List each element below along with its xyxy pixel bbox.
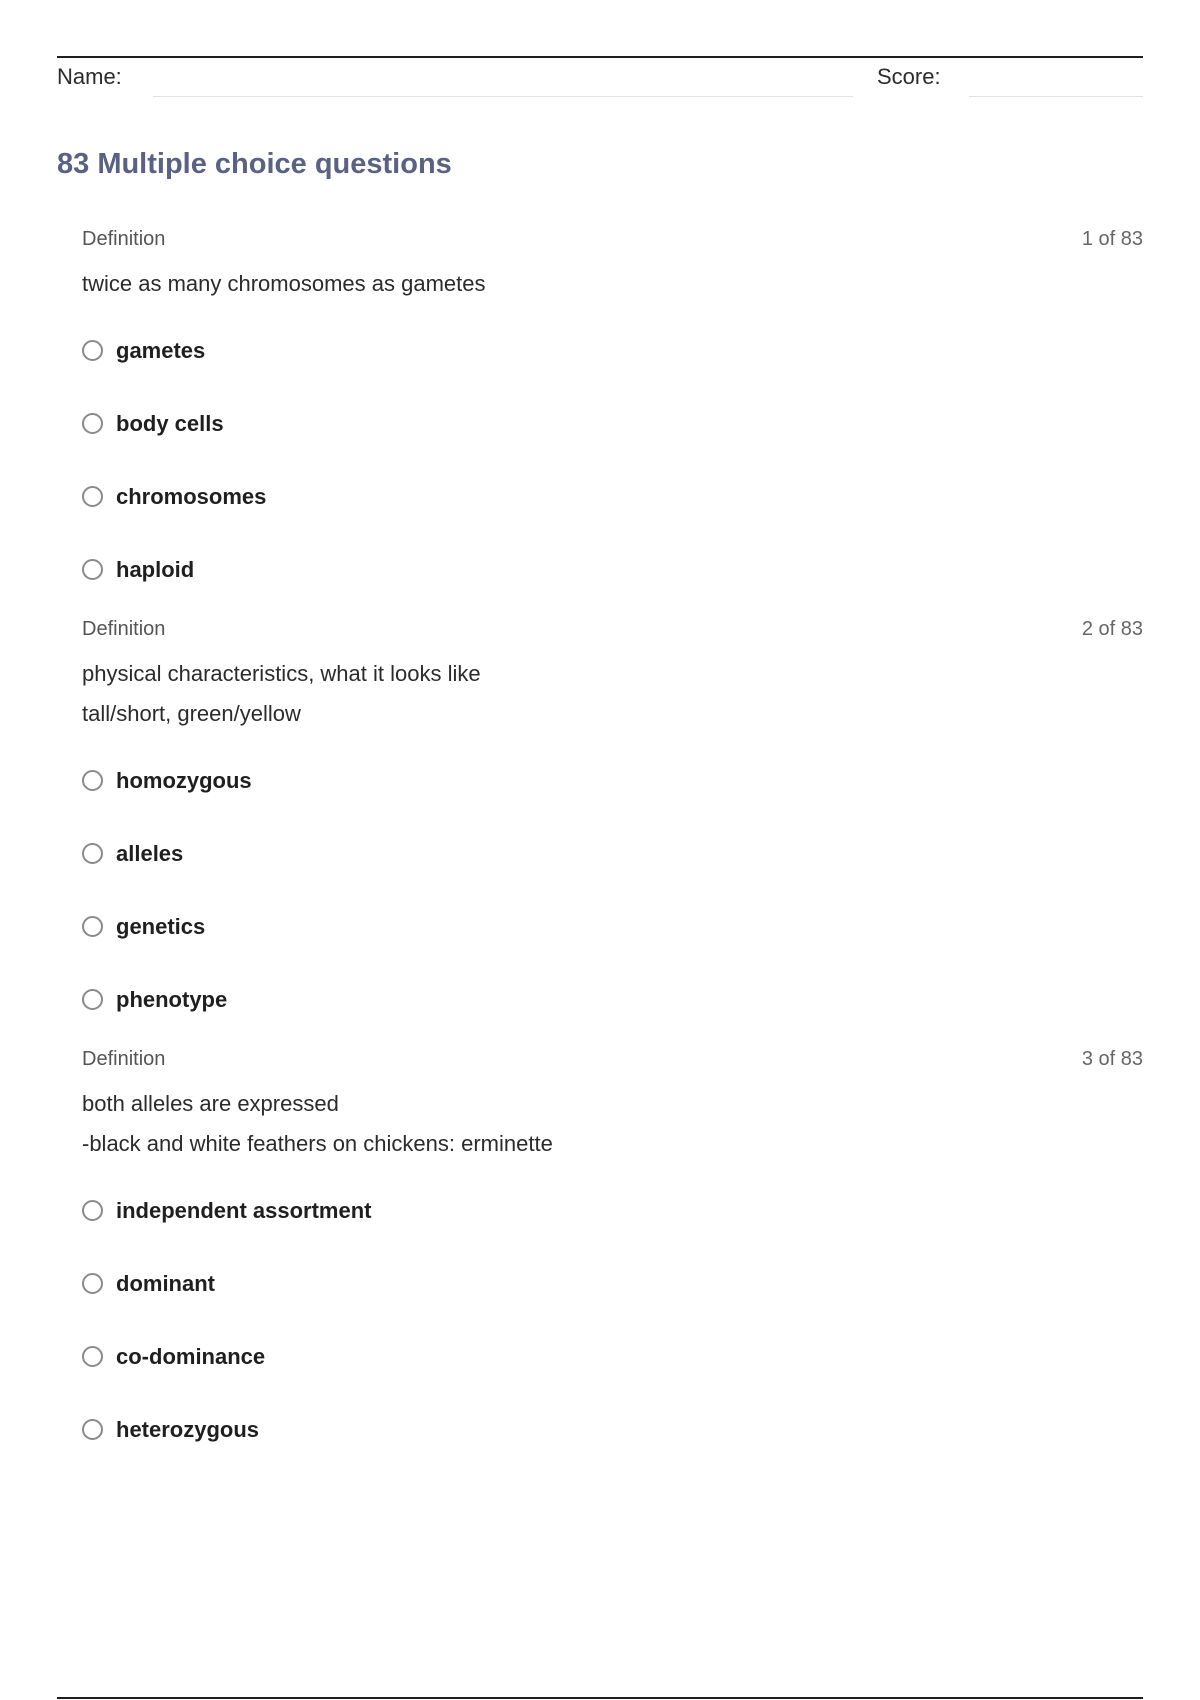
answer-option[interactable] — [82, 1247, 1143, 1320]
question-1 — [82, 228, 1143, 606]
answer-option-label: co-dominance — [116, 1343, 266, 1369]
answer-option[interactable] — [82, 314, 1143, 387]
radio-button[interactable] — [82, 989, 103, 1010]
top-rule — [57, 56, 1143, 58]
question-2 — [82, 618, 1143, 1036]
radio-button[interactable] — [82, 1419, 103, 1440]
answer-option[interactable] — [82, 387, 1143, 460]
radio-button[interactable] — [82, 559, 103, 580]
header-row — [57, 60, 1143, 100]
answer-option-label: heterozygous — [116, 1416, 260, 1442]
question-text-line: -black and white feathers on chickens: erminette — [82, 1131, 553, 1156]
answer-options — [82, 744, 1143, 1036]
answer-option-label: chromosomes — [116, 483, 267, 509]
answer-option-label: genetics — [116, 913, 206, 939]
question-header — [82, 1048, 1143, 1076]
name-label: Name: — [57, 64, 122, 89]
question-text-line: tall/short, green/yellow — [82, 701, 301, 726]
answer-option[interactable] — [82, 963, 1143, 1036]
answer-option[interactable] — [82, 1393, 1143, 1466]
radio-button[interactable] — [82, 843, 103, 864]
answer-option-label: homozygous — [116, 767, 252, 793]
radio-button[interactable] — [82, 770, 103, 791]
section-title: 83 Multiple choice questions — [57, 148, 452, 180]
score-field-line[interactable] — [969, 96, 1143, 97]
answer-option-label: haploid — [116, 556, 195, 582]
answer-option[interactable] — [82, 744, 1143, 817]
answer-option[interactable] — [82, 460, 1143, 533]
answer-option-label: gametes — [116, 337, 206, 363]
question-counter: 3 of 83 — [1081, 1048, 1143, 1070]
answer-option-label: dominant — [116, 1270, 215, 1296]
radio-button[interactable] — [82, 1346, 103, 1367]
radio-button[interactable] — [82, 1200, 103, 1221]
question-label: Definition — [82, 618, 166, 640]
score-label: Score: — [877, 64, 941, 89]
answer-option-label: independent assortment — [116, 1197, 372, 1223]
question-label: Definition — [82, 1048, 166, 1070]
question-counter: 1 of 83 — [1081, 228, 1143, 250]
answer-options — [82, 1174, 1143, 1466]
question-text — [82, 654, 1143, 734]
question-counter: 2 of 83 — [1081, 618, 1143, 640]
answer-option-label: alleles — [116, 840, 184, 866]
question-text-line: physical characteristics, what it looks like — [82, 661, 481, 686]
question-text — [82, 264, 1143, 304]
radio-button[interactable] — [82, 340, 103, 361]
answer-option[interactable] — [82, 533, 1143, 606]
question-text-line: twice as many chromosomes as gametes — [82, 271, 486, 296]
answer-options — [82, 314, 1143, 606]
question-text-line: both alleles are expressed — [82, 1091, 339, 1116]
question-header — [82, 228, 1143, 256]
radio-button[interactable] — [82, 486, 103, 507]
question-3 — [82, 1048, 1143, 1466]
bottom-rule — [57, 1697, 1143, 1699]
answer-option[interactable] — [82, 1320, 1143, 1393]
answer-option[interactable] — [82, 1174, 1143, 1247]
name-field-line[interactable] — [153, 96, 853, 97]
answer-option[interactable] — [82, 890, 1143, 963]
radio-button[interactable] — [82, 1273, 103, 1294]
answer-option-label: phenotype — [116, 986, 228, 1012]
question-header — [82, 618, 1143, 646]
radio-button[interactable] — [82, 413, 103, 434]
answer-option[interactable] — [82, 817, 1143, 890]
radio-button[interactable] — [82, 916, 103, 937]
answer-option-label: body cells — [116, 410, 224, 436]
question-label: Definition — [82, 228, 166, 250]
question-text — [82, 1084, 1143, 1164]
